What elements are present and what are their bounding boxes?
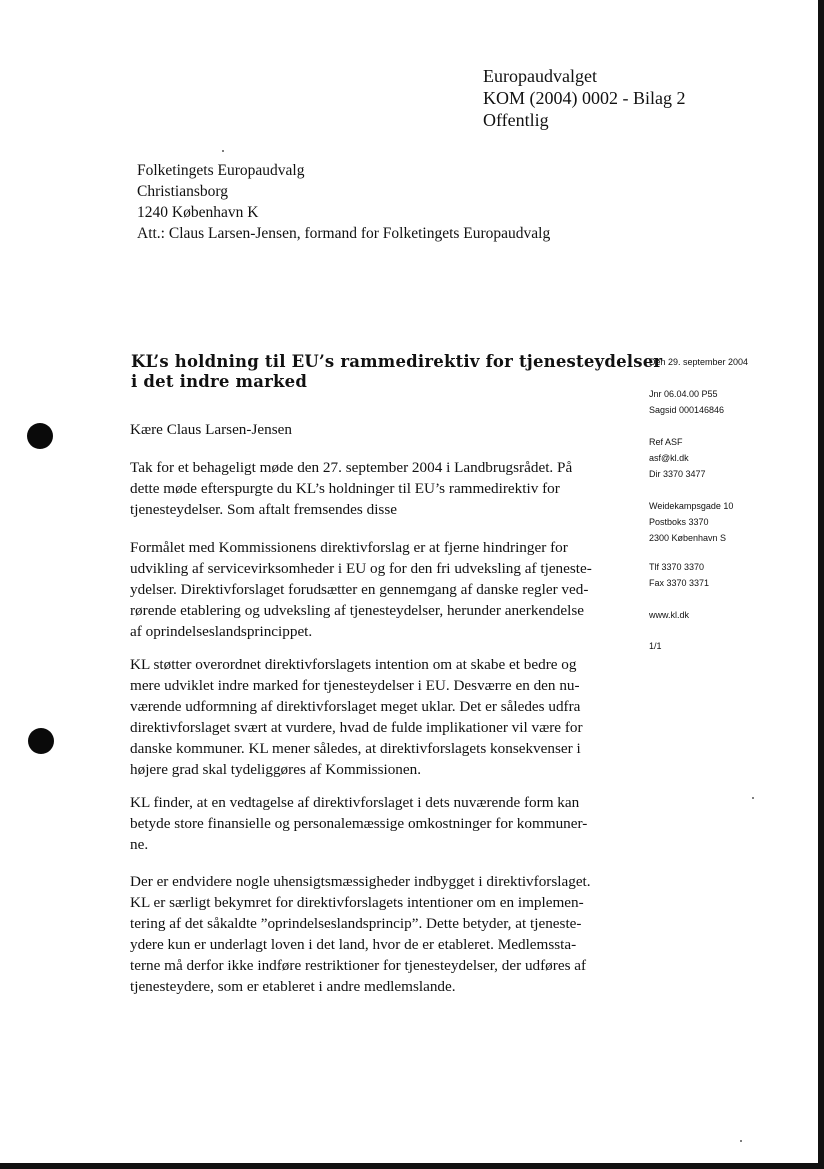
text-line: direktivforslaget svært at vurdere, hvad de fulde implikationer vil være for: [130, 719, 583, 736]
scan-speck: [740, 1140, 742, 1142]
salutation-text: Kære Claus Larsen-Jensen: [130, 421, 292, 438]
sidebar-web: [649, 607, 689, 623]
sidebar-address: [649, 498, 733, 546]
text-line: tjenesteydere, som er etableret i andre medlemslande.: [130, 978, 456, 995]
salutation: [130, 419, 610, 440]
text-line: mere udviklet indre marked for tjenesteydelser i EU. Desværre en den nu-: [130, 677, 580, 694]
recipient-address: [137, 160, 550, 244]
text-line: betyde store finansielle og personalemæssige omkostninger for kommuner-: [130, 815, 588, 832]
address-line: Folketingets Europaudvalg: [137, 162, 305, 179]
address-line: 1240 København K: [137, 204, 259, 221]
sidebar-date: [649, 354, 748, 370]
paragraph-2: [130, 537, 610, 642]
letter-subject: [131, 352, 663, 392]
journal-number: Jnr 06.04.00 P55: [649, 389, 718, 399]
text-line: ydelser. Direktivforslaget forudsætter en gennemgang af danske regler ved-: [130, 581, 589, 598]
paragraph-4: [130, 792, 610, 855]
sidebar-contact: [649, 434, 706, 482]
scan-speck: [752, 797, 754, 799]
punch-hole-bottom: [28, 728, 54, 754]
sender-street: Weidekampsgade 10: [649, 501, 734, 511]
sender-city: 2300 København S: [649, 533, 727, 543]
subject-line: KL’s holdning til EU’s rammedirektiv for tjenesteydelser: [131, 352, 663, 371]
stamp-reference: KOM (2004) 0002 - Bilag 2: [483, 88, 686, 108]
text-line: tering af det såkaldte ”oprindelseslandsprincip”. Dette betyder, at tjeneste-: [130, 915, 582, 932]
text-line: Formålet med Kommissionens direktivforslag er at fjerne hindringer for: [130, 539, 568, 556]
text-line: af oprindelseslandsprincippet.: [130, 623, 313, 640]
sidebar-phone: [649, 559, 709, 591]
paragraph-3: [130, 654, 610, 780]
text-line: Der er endvidere nogle uhensigtsmæssigheder indbygget i direktivforslaget.: [130, 873, 591, 890]
scan-border-bottom: [0, 1163, 824, 1169]
text-line: ne.: [130, 836, 149, 853]
sidebar-page: [649, 638, 662, 654]
text-line: KL finder, at en vedtagelse af direktivforslaget i dets nuværende form kan: [130, 794, 580, 811]
registry-stamp: [483, 65, 685, 131]
text-line: ydere kun er underlagt loven i det land, hvor de er etableret. Medlemssta-: [130, 936, 577, 953]
page-number: 1/1: [649, 641, 662, 651]
phone-number: Tlf 3370 3370: [649, 562, 705, 572]
sender-email: asf@kl.dk: [649, 453, 689, 463]
subject-line: i det indre marked: [131, 372, 308, 391]
text-line: værende udformning af direktivforslaget meget uklar. Det er således udfra: [130, 698, 581, 715]
punch-hole-top: [27, 423, 53, 449]
fax-number: Fax 3370 3371: [649, 578, 710, 588]
text-line: Tak for et behageligt møde den 27. september 2004 i Landbrugsrådet. På: [130, 459, 573, 476]
case-id: Sagsid 000146846: [649, 405, 725, 415]
website: www.kl.dk: [649, 610, 690, 620]
address-attention: Att.: Claus Larsen-Jensen, formand for Folketingets Europaudvalg: [137, 225, 551, 242]
stamp-classification: Offentlig: [483, 110, 549, 130]
text-line: KL støtter overordnet direktivforslagets intention om at skabe et bedre og: [130, 656, 577, 673]
paragraph-1: [130, 457, 610, 520]
text-line: højere grad skal tydeliggøres af Kommissionen.: [130, 761, 422, 778]
stamp-committee: Europaudvalget: [483, 66, 597, 86]
scan-border-right: [818, 0, 824, 1169]
text-line: udvikling af servicevirksomheder i EU og for den fri udveksling af tjeneste-: [130, 560, 592, 577]
text-line: tjenesteydelser. Som aftalt fremsendes disse: [130, 501, 397, 518]
text-line: rørende etablering og udveksling af tjenesteydelser, herunder anerkendelse: [130, 602, 584, 619]
letter-date: Den 29. september 2004: [649, 357, 749, 367]
sender-postbox: Postboks 3370: [649, 517, 709, 527]
paragraph-5: [130, 871, 610, 997]
sidebar-reference: [649, 386, 724, 418]
scan-speck: [222, 150, 224, 152]
direct-phone: Dir 3370 3477: [649, 469, 706, 479]
text-line: terne må derfor ikke indføre restriktioner for tjenesteydelser, der udføres af: [130, 957, 587, 974]
sender-ref: Ref ASF: [649, 437, 683, 447]
text-line: dette møde efterspurgte du KL’s holdninger til EU’s rammedirektiv for: [130, 480, 560, 497]
text-line: danske kommuner. KL mener således, at direktivforslagets konsekvenser i: [130, 740, 581, 757]
address-line: Christiansborg: [137, 183, 228, 200]
text-line: KL er særligt bekymret for direktivforslagets intentioner om en implemen-: [130, 894, 584, 911]
